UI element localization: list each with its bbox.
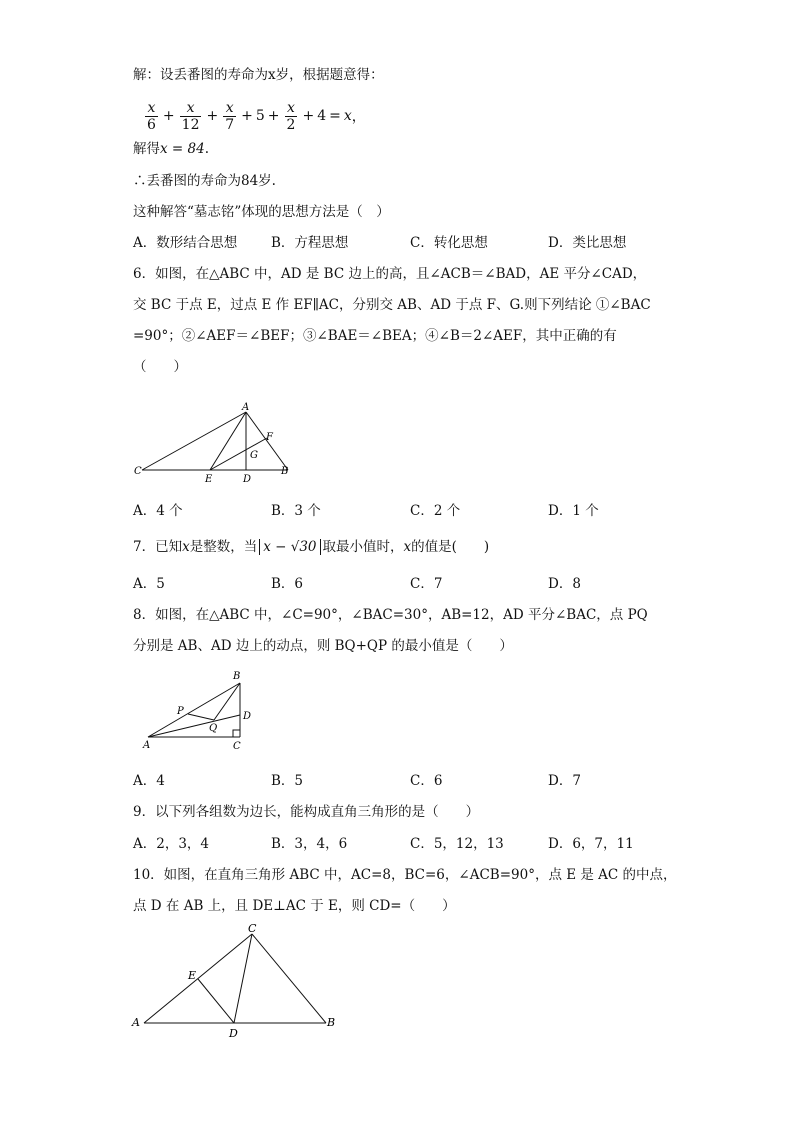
eq-rhs: x: [343, 108, 352, 124]
eq-term-2: $\frac{x}{12}$: [181, 99, 200, 133]
q8-right-angle-mark: [233, 730, 240, 737]
q10-segment-ed: [198, 979, 234, 1023]
q8-segment-ab: [148, 683, 240, 737]
q8-option-c[interactable]: C．6: [410, 773, 443, 789]
q7-option-a[interactable]: A．5: [133, 576, 165, 592]
q6-segment-ef: [210, 438, 267, 470]
q6-label-f: F: [266, 432, 273, 443]
q10-segment-ac: [144, 934, 252, 1023]
q8-line-1: 8．如图，在△ABC 中，∠C=90°，∠BAC=30°，AB=12，AD 平分∠BAC，点 PQ: [133, 607, 648, 623]
q10-label-b: B: [327, 1016, 336, 1029]
eq-term-5: $\frac{x}{2}$: [286, 99, 296, 133]
q6-line-3: =90°；②∠AEF＝∠BEF；③∠BAE＝∠BEA；④∠B＝2∠AEF，其中正确的有: [133, 328, 617, 344]
q6-option-b[interactable]: B．3 个: [271, 503, 321, 519]
q6-line-2: 交 BC 于点 E，过点 E 作 EF∥AC，分别交 AB、AD 于点 F、G.则下列结论 ①∠BAC: [133, 297, 651, 313]
q7-option-b[interactable]: B．6: [271, 576, 304, 592]
q7-option-c[interactable]: C．7: [410, 576, 443, 592]
q10-label-d: D: [229, 1027, 238, 1040]
q8-label-c: C: [233, 741, 241, 752]
q5-option-d[interactable]: D．类比思想: [548, 235, 627, 251]
q10-segment-cb: [252, 934, 326, 1023]
q10-label-e: E: [188, 969, 197, 982]
q6-label-a: A: [242, 402, 250, 413]
q6-figure: [130, 398, 300, 488]
eq-term-1: $\frac{x}{6}$: [147, 99, 156, 133]
solution-conclusion: ∴丢番图的寿命为84岁.: [133, 173, 276, 189]
q9-option-b[interactable]: B．3，4，6: [271, 836, 348, 852]
q8-option-a[interactable]: A．4: [133, 773, 165, 789]
q10-line-1: 10．如图，在直角三角形 ABC 中，AC=8，BC=6，∠ACB=90°，点 E 是 AC 的中点，: [133, 867, 677, 883]
q9-option-d[interactable]: D．6，7，11: [548, 836, 634, 852]
q8-option-d[interactable]: D．7: [548, 773, 581, 789]
q5-stem: 这种解答“墓志铭”体现的思想方法是（ ）: [133, 204, 390, 220]
q6-option-d[interactable]: D．1 个: [548, 503, 599, 519]
q7-stem: 7．已知x是整数，当 x − √30 取最小值时，x的值是( ): [133, 539, 490, 555]
eq-term-4: 5: [255, 108, 265, 124]
q10-label-c: C: [248, 922, 257, 935]
q8-label-d: D: [243, 711, 252, 722]
q9-stem: 9．以下列各组数为边长，能构成直角三角形的是（ ）: [133, 804, 480, 820]
q7-option-d[interactable]: D．8: [548, 576, 581, 592]
q8-segment-bq: [214, 683, 240, 720]
q8-option-b[interactable]: B．5: [271, 773, 304, 789]
q5-option-c[interactable]: C．转化思想: [410, 235, 488, 251]
eq-term-3: $\frac{x}{7}$: [225, 99, 235, 133]
solve-line: 解得x = 84.: [133, 141, 209, 157]
q8-line-2: 分别是 AB、AD 边上的动点，则 BQ+QP 的最小值是（ ）: [133, 638, 513, 654]
q8-segment-ad: [148, 715, 240, 737]
q6-label-d: D: [243, 474, 252, 485]
solution-intro: 解：设丢番图的寿命为x岁，根据题意得：: [133, 67, 384, 83]
q6-segment-ae: [210, 412, 246, 470]
q8-label-b: B: [233, 671, 241, 682]
q9-option-c[interactable]: C．5，12，13: [410, 836, 504, 852]
eq-tail: ，: [351, 109, 366, 125]
q8-segment-pq: [188, 714, 214, 720]
q7-abs-expression: x − √30: [259, 539, 320, 555]
q8-label-a: A: [143, 740, 151, 751]
q8-figure: [138, 667, 258, 755]
q6-label-e: E: [205, 474, 213, 485]
q6-label-g: G: [250, 450, 258, 461]
q10-line-2: 点 D 在 AB 上，且 DE⊥AC 于 E，则 CD=（ ）: [133, 898, 456, 914]
q6-option-a[interactable]: A．4 个: [133, 503, 183, 519]
q10-figure: [128, 922, 348, 1044]
q8-label-p: P: [177, 706, 184, 717]
q6-segment-ca: [142, 412, 246, 470]
q5-option-b[interactable]: B．方程思想: [271, 235, 349, 251]
q9-option-a[interactable]: A．2，3，4: [133, 836, 210, 852]
q8-label-q: Q: [209, 723, 218, 734]
q5-option-a[interactable]: A．数形结合思想: [133, 235, 238, 251]
q6-label-b: B: [281, 466, 289, 477]
eq-term-6: 4: [317, 108, 327, 124]
q10-segment-cd: [234, 934, 252, 1023]
q6-line-1: 6．如图，在△ABC 中，AD 是 BC 边上的高，且∠ACB＝∠BAD，AE 平分∠CAD，: [133, 266, 647, 282]
q6-line-4: （ ）: [133, 359, 187, 375]
q6-label-c: C: [134, 466, 142, 477]
equation: $\frac{x}{6}$ + $\frac{x}{12}$ + $\frac{x}{7}$ + 5 + $\frac{x}{2}$ + 4 = x ，: [147, 99, 366, 133]
q6-option-c[interactable]: C．2 个: [410, 503, 461, 519]
q10-label-a: A: [132, 1016, 140, 1029]
